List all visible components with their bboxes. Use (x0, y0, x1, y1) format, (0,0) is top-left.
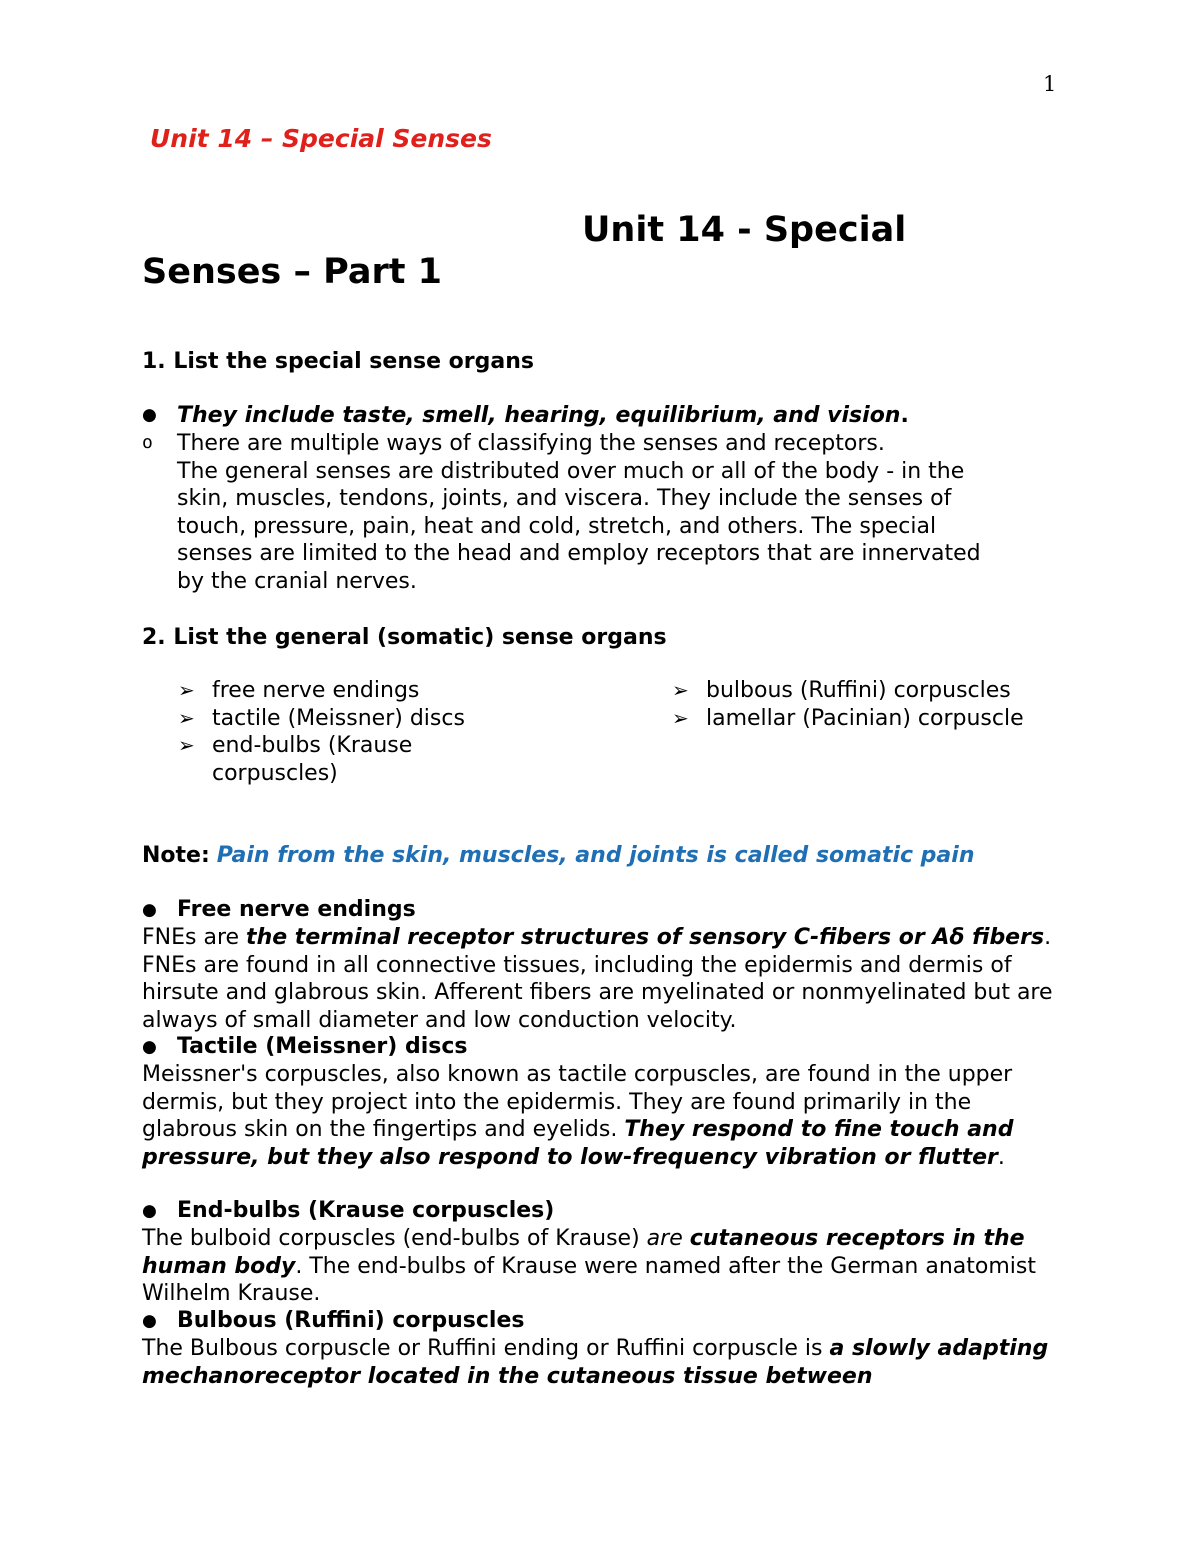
bullet-dot-icon: ● (142, 1201, 157, 1221)
page-number: 1 (1043, 72, 1057, 96)
bullet-dot-icon: ● (142, 900, 157, 920)
bullet-dot-icon: ● (142, 1037, 157, 1057)
note (142, 842, 974, 870)
section-text-ruffini: The Bulbous corpuscle or Ruffini ending or Ruffini corpuscle is a slowly adapting mechanoreceptor located in the cutaneous tissue between (142, 1336, 1049, 1389)
title-line-1: Unit 14 - Special (582, 210, 907, 250)
section-heading-fne: Free nerve endings (177, 897, 416, 922)
question-1: 1. List the special sense organs (142, 349, 534, 374)
note-text: Pain from the skin, muscles, and joints is called somatic pain (216, 843, 975, 868)
arrow-bullet-icon: ➢ (178, 678, 195, 702)
section-text-fne: FNEs are the terminal receptor structures of sensory C-fibers or Aδ fibers. FNEs are found in all connective tissues, including the epidermis and dermis of hirsute and glabrous skin. Afferent fibers are myelinated or nonmyelinated but are always of small diameter and low conduction velocity. (142, 925, 1053, 1033)
arrow-bullet-icon: ➢ (672, 706, 689, 730)
list-item: lamellar (Pacinian) corpuscle (706, 706, 1024, 731)
q1-bullet: They include taste, smell, hearing, equilibrium, and vision. (177, 403, 909, 428)
title-line-2: Senses – Part 1 (142, 252, 442, 292)
list-item: tactile (Meissner) discs (212, 706, 465, 731)
q1-sub-text: There are multiple ways of classifying the senses and receptors. The general senses are distributed over much or all of the body - in the skin, muscles, tendons, joints, and viscera. They include the senses of touch, pressure, pain, heat and cold, stretch, and others. The special senses are limited to the head and employ receptors that are innervated by the cranial nerves. (177, 431, 981, 594)
question-2: 2. List the general (somatic) sense organs (142, 625, 667, 650)
list-item: free nerve endings (212, 678, 420, 703)
section-heading-krause: End-bulbs (Krause corpuscles) (177, 1198, 555, 1223)
page-header: Unit 14 – Special Senses (150, 124, 492, 153)
bullet-dot-icon: ● (142, 405, 157, 425)
list-item: end-bulbs (Krause corpuscles) (212, 733, 413, 786)
circle-bullet-icon: o (142, 432, 153, 453)
section-text-krause: The bulboid corpuscles (end-bulbs of Krause) are cutaneous receptors in the human body. The end-bulbs of Krause were named after the German anatomist Wilhelm Krause. (142, 1226, 1036, 1306)
arrow-bullet-icon: ➢ (672, 678, 689, 702)
section-heading-ruffini: Bulbous (Ruffini) corpuscles (177, 1308, 525, 1333)
section-text-meissner: Meissner's corpuscles, also known as tactile corpuscles, are found in the upper dermis, but they project into the epidermis. They are found primarily in the glabrous skin on the fingertips and eyelids. They respond to fine touch and pressure, but they also respond to low-frequency vibration or flutter. (142, 1062, 1014, 1170)
section-heading-meissner: Tactile (Meissner) discs (177, 1034, 468, 1059)
arrow-bullet-icon: ➢ (178, 706, 195, 730)
bullet-dot-icon: ● (142, 1311, 157, 1331)
arrow-bullet-icon: ➢ (178, 733, 195, 757)
note-label: Note: (142, 843, 210, 868)
list-item: bulbous (Ruffini) corpuscles (706, 678, 1011, 703)
